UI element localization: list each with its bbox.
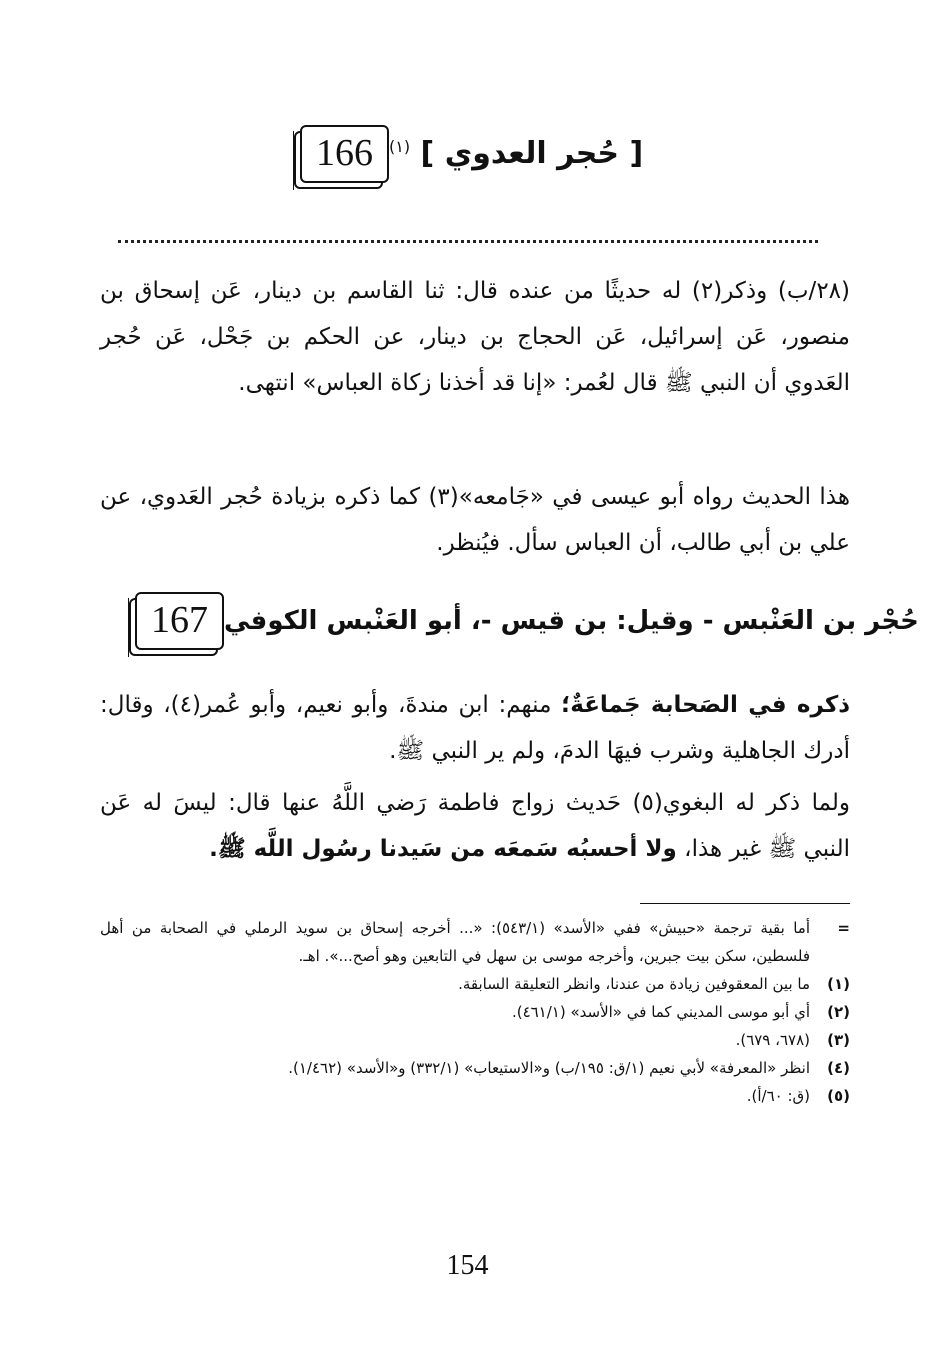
- footnote: [100, 1054, 850, 1082]
- footnote-mark: (٤): [827, 1059, 850, 1077]
- entry-167-header: [135, 592, 919, 650]
- footnote-text: انظر «المعرفة» لأبي نعيم (١/ق: ١٩٥/ب) و«الاستيعاب» (٣٣٢/١) و«الأسد» (١/٤٦٢).: [288, 1059, 810, 1077]
- entry-number: 167: [151, 599, 208, 641]
- paragraph-text: منهم: ابن مندةَ، وأبو نعيم، وأبو عُمر(٤)، وقال: أدرك الجاهلية وشرب فيهَا الدمَ، ولم ير النبي ﷺ.: [100, 692, 850, 764]
- page-number: 154: [446, 1250, 489, 1281]
- footnote: [100, 998, 850, 1026]
- entry-166-header: [300, 125, 660, 183]
- footnote: [100, 1026, 850, 1054]
- footnote: [100, 1082, 850, 1110]
- entry-number-box: [135, 592, 224, 650]
- entry-number: 166: [316, 132, 373, 174]
- paragraph: [100, 780, 850, 872]
- footnote: [100, 914, 850, 970]
- footnote-mark: (١): [827, 975, 850, 993]
- footnote: [100, 970, 850, 998]
- entry-title: [389, 136, 643, 171]
- bold-phrase: ذكره في الصَحابة جَماعَةٌ؛: [561, 692, 850, 718]
- footnote-text: (ق: ٦٠/أ).: [746, 1087, 810, 1105]
- paragraph-text: ولما ذكر له البغوي(٥) حَديث زواج فاطمة رَضي اللَّهُ عنها قال: ليسَ له عَن النبي ﷺ غير هذا،: [100, 790, 850, 862]
- footnote-mark: (٣): [827, 1031, 850, 1049]
- footnote-mark: (٥): [827, 1087, 850, 1105]
- entry-title: حُجْر بن العَنْبس - وقيل: بن قيس -، أبو العَنْبس الكوفي: [224, 605, 919, 636]
- footnote-rule: [640, 903, 850, 904]
- bold-phrase: ولا أحسبُه سَمعَه من سَيدنا رسُول اللَّه ﷺ.: [209, 836, 677, 862]
- footnote-text: أي أبو موسى المديني كما في «الأسد» (٤٦١/١).: [511, 1003, 810, 1021]
- footnotes: [100, 914, 850, 1110]
- paragraph: (٢٨/ب) وذكر(٢) له حديثًا من عنده قال: ثنا القاسم بن دينار، عَن إسحاق بن منصور، عَن إسرائيل، عَن الحجاج بن دينار، عن الحكم بن جَحْل، عَن حُجر العَدوي أن النبي ﷺ قال لعُمر: «إنا قد أخذنا زكاة العباس» انتهى.: [100, 278, 851, 396]
- paragraph: هذا الحديث رواه أبو عيسى في «جَامعه»(٣) كما ذكره بزيادة حُجر العَدوي، عن علي بن أبي طالب، أن العباس سأل. فيُنظر.: [100, 484, 850, 556]
- footnote-mark: =: [837, 919, 850, 937]
- footnote-ref: (١): [389, 137, 411, 157]
- footnote-mark: (٢): [827, 1003, 850, 1021]
- footnote-text: (٦٧٨، ٦٧٩).: [735, 1031, 810, 1049]
- entry-title-text: [ حُجر العدوي ]: [420, 136, 644, 172]
- footnote-text: ما بين المعقوفين زيادة من عندنا، وانظر التعليقة السابقة.: [458, 975, 810, 993]
- dotted-separator: [118, 240, 818, 243]
- footnote-text: أما بقية ترجمة «حبيش» ففي «الأسد» (٥٤٣/١): «... أخرجه إسحاق بن سويد الرملي في الصحابة من أهل فلسطين، سكن بيت جبرين، وأخرجه موسى بن سهل في التابعين وهو أصح...». اهـ.: [100, 919, 810, 965]
- paragraph: [100, 682, 850, 774]
- entry-number-box: [300, 125, 389, 183]
